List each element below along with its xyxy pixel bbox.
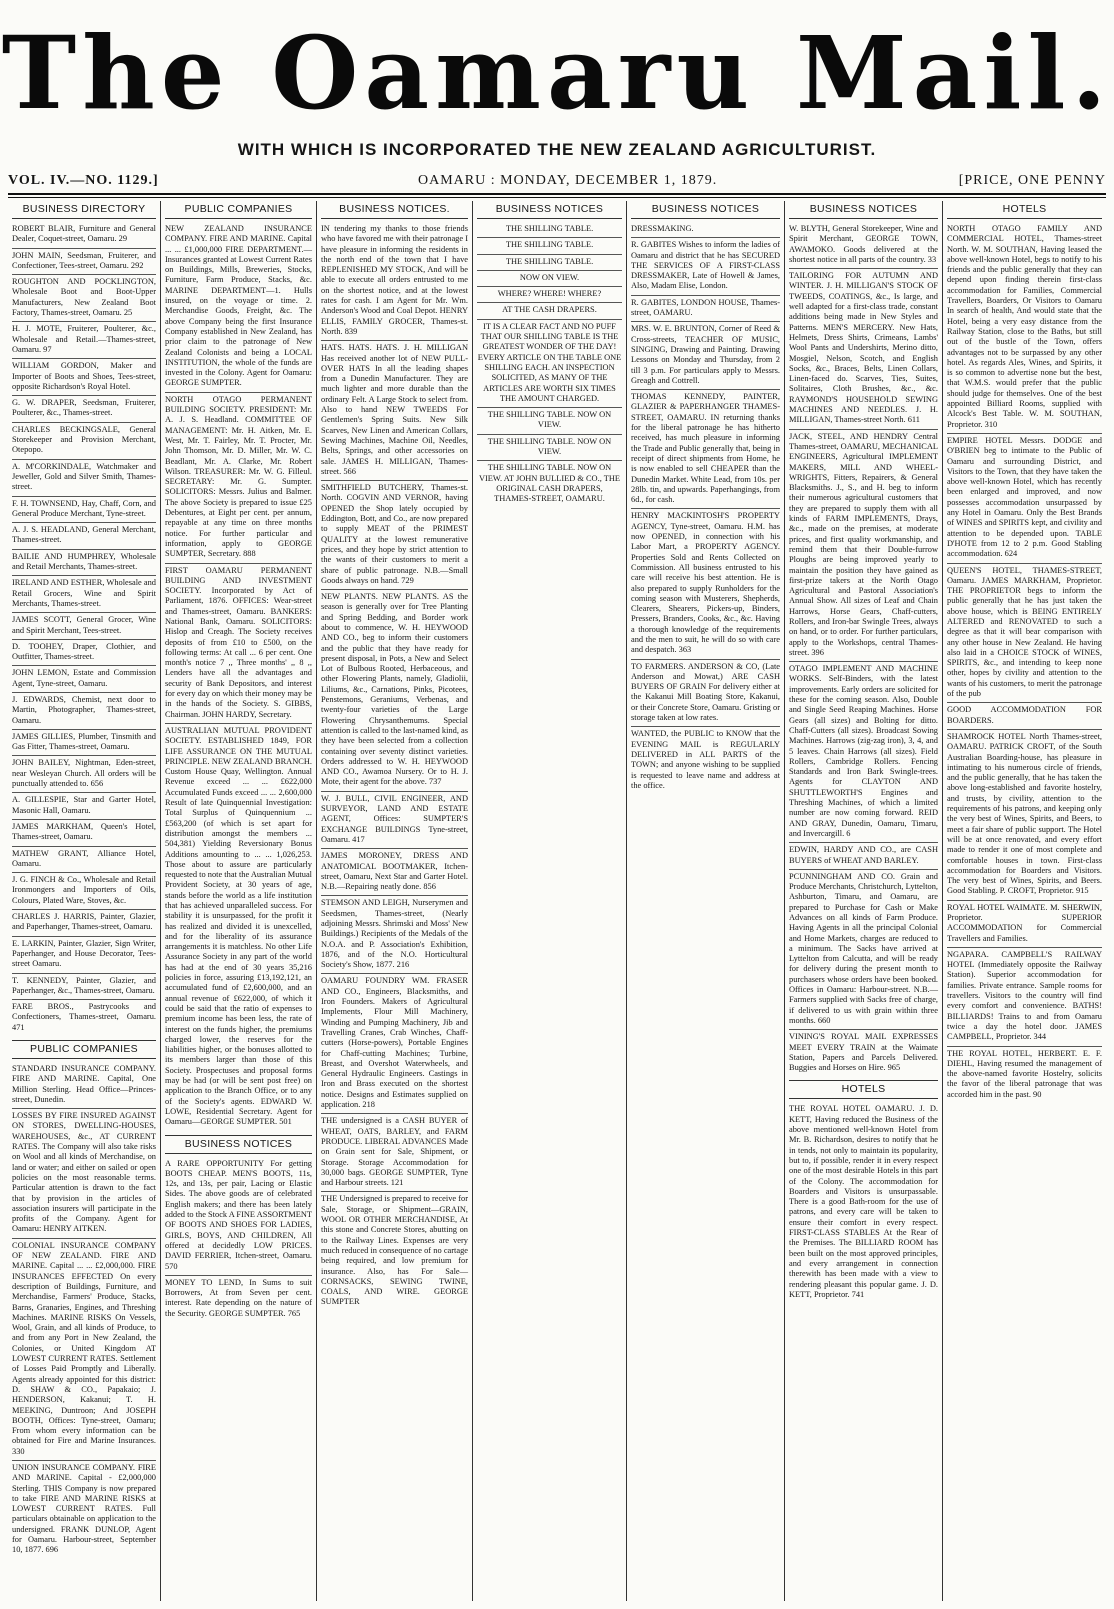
advertisement: STANDARD INSURANCE COMPANY. FIRE AND MARINE. Capital, One Million Sterling. Head Office—Princes-street, Dunedin. bbox=[12, 1062, 156, 1109]
advertisement: IT IS A CLEAR FACT AND NO PUFF THAT OUR SHILLING TABLE IS THE GREATEST WONDER OF THE DAY! EVERY ARTICLE ON THE TABLE ONE SHILLING EACH. AN INSPECTION SOLICITED, AS MANY OF THE ARTICLES ARE WORTH SIX TIMES THE AMOUNT CHARGED. bbox=[477, 320, 622, 408]
advertisement: THE SHILLING TABLE. bbox=[477, 238, 622, 254]
advertisement: H. J. MOTE, Fruiterer, Poulterer, &c., Wholesale and Retail.—Thames-street, Oamaru. 97 bbox=[12, 322, 156, 359]
advertisement: IRELAND AND ESTHER, Wholesale and Retail Grocers, Wine and Spirit Merchants, Thames-street. bbox=[12, 576, 156, 613]
ad-list bbox=[789, 1102, 938, 1303]
advertisement: ROBERT BLAIR, Furniture and General Dealer, Coquet-street, Oamaru. 29 bbox=[12, 222, 156, 249]
advertisement: MRS. W. E. BRUNTON, Corner of Reed & Cross-streets, TEACHER OF MUSIC, SINGING, Drawing and Painting. Drawing Lessons on Monday and Thursday, from 2 till 3 p.m. For particulars apply to Messrs. Greagh and Cottrell. bbox=[631, 322, 780, 390]
advertisement: OAMARU FOUNDRY WM. FRASER AND CO., Engineers, Blacksmiths, and Iron Founders. Makers of Agricultural Implements, Flour Mill Machinery, Winding and Pumping Machinery, Jib and Travelling Cranes, Crab Winches, Chaff-cutters (Horse-powers), Portable Engines for Chaff-cutting Machines; Turbine, Breast, and Overshot Waterwheels, and General Hydraulic Engineers. Castings in Iron and Brass executed on the shortest notice. Designs and Estimates supplied on application. 218 bbox=[321, 974, 468, 1114]
advertisement: NORTH OTAGO PERMANENT BUILDING SOCIETY. PRESIDENT: Mr. A. J. S. Headland. COMMITTEE OF MANAGEMENT: Mr. H. Aitken, Mr. E. West, Mr. T. Fairley, Mr. T. Procter, Mr. John Thomson, Mr. D. Miller, Mr. W. C. Beadlant, Mr. A. Clarke, Mr. Robert Wilson. TREASURER: Mr. W. G. Filleul. SECRETARY: Mr. G. Sumpter. SOLICITORS: Messrs. Julius and Balmer. The above Society is prepared to issue £25 Debentures, at Eight per cent. per annum, repayable at any time on three months notice. For further particular and information, apply to GEORGE SUMPTER, Secretary. 888 bbox=[165, 393, 312, 564]
dateline bbox=[8, 173, 1106, 193]
advertisement: A RARE OPPORTUNITY For getting BOOTS CHEAP. MEN'S BOOTS, 11s, 12s, and 13s, per pair, Lacing or Elastic Sides. The above goods are of celebrated English makers; and there has been lately added to the Stock A FINE ASSORTMENT OF BOOTS AND SHOES FOR LADIES, GIRLS, BOYS, AND CHILDREN, All offered at decidedly LOW PRICES. DAVID FERRIER, Itchen-street, Oamaru. 570 bbox=[165, 1157, 312, 1276]
advertisement: THE SHILLING TABLE. NOW ON VIEW. bbox=[477, 408, 622, 435]
advertisement: IN tendering my thanks to those friends who have favored me with their patronage I have pleasure in informing the residents in the north end of the town that I have REPLENISHED MY STOCK, And will be able to execute all orders entrusted to me on the shortest notice, and at the lowest rates for cash. I am Agent for Mr. Wm. Anderson's Wood and Coal Depot. HENRY ELLIS, FAMILY GROCER, Thames-st. North. 839 bbox=[321, 222, 468, 341]
advertisement: DRESSMAKING. bbox=[631, 222, 780, 238]
advertisement: EMPIRE HOTEL Messrs. DODGE and O'BRIEN beg to intimate to the Public of Oamaru and surrounding District, and Visitors to the Town, that they have taken the above well-known Hotel, which has recently been enlarged and improved, and now possesses accommodation unsurpassed by any Hotel in Oamaru. Only the Best Brands of WINES and SPIRITS kept, and civility and attention to be depended upon. TABLE D'HOTE from 12 to 2 p.m. Good Stabling accommodation. 624 bbox=[947, 434, 1102, 564]
advertisement: VINING'S ROYAL MAIL EXPRESSES MEET EVERY TRAIN at the Waimate Station, Papers and Parcels Delivered. Buggies and Horses on Hire. 965 bbox=[789, 1032, 938, 1073]
column-heading: BUSINESS NOTICES bbox=[477, 201, 622, 219]
advertisement: JAMES GILLIES, Plumber, Tinsmith and Gas Fitter, Thames-street, Oamaru. bbox=[12, 730, 156, 757]
advertisement: AT THE CASH DRAPERS. bbox=[477, 303, 622, 319]
advertisement: TO FARMERS. ANDERSON & CO, (Late Anderson and Mowat,) ARE CASH BUYERS OF GRAIN For delivery either at the Kakanui Mill Boating Store, Kakanui, or their Concrete Store, Oamaru. Gristing or storage taken at low rates. bbox=[631, 660, 780, 728]
advertisement: THE SHILLING TABLE. bbox=[477, 222, 622, 238]
ad-list bbox=[321, 222, 468, 1311]
column-7 bbox=[942, 201, 1106, 1601]
advertisement: G. W. DRAPER, Seedsman, Fruiterer, Poulterer, &c., Thames-street. bbox=[12, 396, 156, 423]
column-heading: BUSINESS NOTICES bbox=[631, 201, 780, 219]
column-subheading: HOTELS bbox=[789, 1080, 938, 1099]
ad-list bbox=[947, 222, 1102, 1103]
issue-date: OAMARU : MONDAY, DECEMBER 1, 1879. bbox=[418, 173, 718, 188]
masthead-subtitle: WITH WHICH IS INCORPORATED THE NEW ZEALAND AGRICULTURIST. bbox=[237, 140, 877, 159]
column-heading: HOTELS bbox=[947, 201, 1102, 219]
advertisement: JAMES SCOTT, General Grocer, Wine and Spirit Merchant, Tees-street. bbox=[12, 613, 156, 640]
advertisement: BAILIE AND HUMPHREY, Wholesale and Retail Merchants, Thames-street. bbox=[12, 550, 156, 577]
advertisement: JACK, STEEL, AND HENDRY Central Thames-street, OAMARU, MECHANICAL ENGINEERS, Agricultural IMPLEMENT MAKERS, MILL AND WHEEL-WRIGHTS, Fitters, Repairers, & General Blacksmiths. J., S., and H. beg to inform their numerous agricultural customers that they are prepared to supply them with all kinds of FARM IMPLEMENTS, Drays, &c., made on the premises, at moderate prices, and first quality workmanship, and remind them that their Double-furrow Ploughs are being improved yearly to maintain the position they have gained as first-prize takers at the North Otago Agricultural and Pastoral Association's Annual Show. All sizes of Leaf and Chain Harrows, Horse Gears, Chaff-cutters, Rollers, and Iron-bar Swingle Trees, always on hand, or to order. For further particulars, apply to the Workshops, central Thames-street. 396 bbox=[789, 430, 938, 663]
ad-list bbox=[165, 1157, 312, 1322]
advertisement: W. BLYTH, General Storekeeper, Wine and Spirit Merchant, GEORGE TOWN, AWAMOKO. Goods delivered at the shortest notice in all parts of the country. 33 bbox=[789, 222, 938, 269]
advertisement: WHERE? WHERE! WHERE? bbox=[477, 287, 622, 303]
column-subheading: PUBLIC COMPANIES bbox=[12, 1040, 156, 1059]
advertisement: WANTED, the PUBLIC to KNOW that the EVENING MAIL is REGULARLY DELIVERED in ALL PARTS of the TOWN; and anyone wishing to be supplied is requested to leave name and address at the office. bbox=[631, 729, 780, 790]
advertisement: FIRST OAMARU PERMANENT BUILDING AND INVESTMENT SOCIETY. Incorporated by Act of Parliament, 1876. OFFICES: Wear-street and Thames-street, Oamaru. BANKERS: National Bank, Oamaru. SOLICITORS: Hislop and Creagh. The Society receives deposits of from £10 to £500, on the following terms: At call ... 6 per cent. One month's notice 7 ,, Three months' ,, 8 ,, Lenders have all the advantages and security of Bank Depositors, and interest for every day on which their money may be in the hands of the Society. S. GIBBS, Chairman. JOHN HARDY, Secretary. bbox=[165, 564, 312, 724]
advertisement: HENRY MACKINTOSH'S PROPERTY AGENCY, Tyne-street, Oamaru. H.M. has now OPENED, in connection with his Labor Mart, a PROPERTY AGENCY. Properties Sold and Rents Collected on Commission. All business entrusted to his care will receive his best attention. He is also prepared to supply Runholders for the coming season with Musterers, Shepherds, Clearers, Shearers, Pickers-up, Binders, Pressers, Branders, Cooks, &c., &c. Having a thorough knowledge of the requirements and the men to suit, he will do so with care and despatch. 363 bbox=[631, 509, 780, 659]
column-3 bbox=[316, 201, 472, 1601]
advertisement: T. KENNEDY, Painter, Glazier, and Paperhanger, &c., Thames-street, Oamaru. bbox=[12, 974, 156, 1001]
advertisement: THE SHILLING TABLE. NOW ON VIEW. bbox=[477, 435, 622, 462]
ad-list bbox=[12, 222, 156, 1036]
column-subheading: BUSINESS NOTICES bbox=[165, 1135, 312, 1154]
column-5 bbox=[626, 201, 784, 1601]
advertisement: AUSTRALIAN MUTUAL PROVIDENT SOCIETY. ESTABLISHED 1849, FOR LIFE ASSURANCE ON THE MUTUAL PRINCIPLE. NEW ZEALAND BRANCH. Custom House Quay, Wellington. Annual Revenue exceed ... ... £622,000 Accumulated Funds exceed ... ... 2,600,000 Result of late Quinquennial Investigation: Total Surplus of Quinquennium ... £563,200 (of which is set apart for distribution amongst the members ... 504,381) Yielding Reversionary Bonus Additions amounting to ... ... 1,026,253. Those about to assure are particularly requested to note that the Australian Mutual Provident Society, at 30 years of age, stands before the world as a life institution that has achieved unparalleled success. For stability it is unsurpassed, for the profit it has realized and divided it is unexcelled, and for the liberality of its assurance arrangements it is matchless. No other Life Assurance Society in any part of the world has had at the end of 30 years 35,216 policies in force, assuring £13,192,121, an accumulated fund of £2,600,000, and an annual revenue of £622,000, of which it could be said that the ratio of expenses to premium income has been less, the rate of interest on the funds higher, the premiums charged lower, the reserves for the liabilities higher, or the bonuses allotted to its members larger than those of this Society. Prospectuses and proposal forms may be had (or will be sent post free) on application to the Branch Office, or to any of the Society's agents. EDWARD W. LOWE, Residential Secretary. Agent for Oamaru—GEORGE SUMPTER. 501 bbox=[165, 725, 312, 1127]
advertisement: FARE BROS., Pastrycooks and Confectioners, Thames-street, Oamaru. 471 bbox=[12, 1002, 156, 1032]
ad-list bbox=[165, 222, 312, 1131]
advertisement: PCUNNINGHAM AND CO. Grain and Produce Merchants, Christchurch, Lyttelton, Ashburton, Timaru, and Oamaru, are prepared to Purchase for Cash or Make Advances on all kinds of Farm Produce. Having Agents in all the principal Colonial and Home Markets, charges are reduced to a minimum. The Sacks have arrived at Lyttelton from Calcutta, and will be ready for delivery during the present month to purchasers whose orders have been booked. Offices in Oamaru: Harbour-street. N.B.—Farmers supplied with Sacks free of charge, if delivered to us with grain within three months. 660 bbox=[789, 870, 938, 1030]
header-rule-thin bbox=[8, 197, 1106, 198]
header-rule-thick bbox=[8, 193, 1106, 195]
ad-list bbox=[789, 222, 938, 1076]
advertisement: NORTH OTAGO FAMILY AND COMMERCIAL HOTEL, Thames-street North. W. M. SOUTHAN, Having leased the above well-known Hotel, begs to notify to his friends and the public generally that they can depend upon finding therein first-class accommodation for Families, Commercial Travellers, Boarders, Or Visitors to Oamaru In search of health, And would state that the Hotel, being a very easy distance from the Railway Station, close to the Baths, but still out of the bustle of the Town, offers advantages not to be surpassed by any other hotel. As regards Ales, Wines, and Spirits, it is so common to advertise none but the best, that W.M.S. would prefer that the public should judge for themselves. One of the best appointed Billiard Rooms, supplied with Alcock's Best Table. W. M. SOUTHAN, Proprietor. 310 bbox=[947, 222, 1102, 434]
ad-list bbox=[12, 1062, 156, 1559]
column-heading: PUBLIC COMPANIES bbox=[165, 201, 312, 219]
newspaper-columns bbox=[8, 201, 1106, 1601]
advertisement: HATS. HATS. HATS. J. H. MILLIGAN Has received another lot of NEW PULL-OVER HATS In all the leading shapes from a Dunedin Manufacturer. They are much lighter and more durable than the ordinary Felt. A Large Stock to select from. Also to hand NEW TWEEDS For Gentlemen's Spring Suits. New Silk Scarves, New Linen and American Collars, Sewing Machines, Machine Oil, Needles, Belts, Springs, and other accessories on sale. JAMES H. MILLIGAN, Thames-street. 566 bbox=[321, 341, 468, 481]
advertisement: WILLIAM GORDON, Maker and Importer of Boots and Shoes, Tees-street, opposite Richardson's Royal Hotel. bbox=[12, 359, 156, 396]
advertisement: TAILORING FOR AUTUMN AND WINTER. J. H. MILLIGAN'S STOCK OF TWEEDS, COATINGS, &c., Is large, and well adapted for a first-class trade, constant additions being made in New Styles and Patterns. MEN'S MERCERY. New Hats, Helmets, Dress Shirts, Crimeans, Lambs' Wool Pants and Undershirts, Merino ditto, Mosgiel, Nelson, Scotch, and English Socks, &c., Braces, Belts, Linen Collars, Linen-faced do. Scarves, Ties, Suites, Solitaires, Cloth Brushes, &c., &c. RAYMOND'S HOUSEHOLD SEWING MACHINES AND NEEDLES. J. H. MILLIGAN, Thames-street North. 611 bbox=[789, 269, 938, 429]
column-heading: BUSINESS NOTICES bbox=[789, 201, 938, 219]
advertisement: NEW PLANTS. NEW PLANTS. AS the season is generally over for Tree Planting and Spring Bedding, and Border work about to commence, W. H. HEYWOOD AND CO., beg to inform their customers and the public that they have ready for present disposal, in Pots, a New and Select Lot of Bulbous Rooted, Herbaceous, and other Flowering Plants, namely, Gladiolii, Liliums, &c., Carnations, Pinks, Picotees, Penstemons, Geraniums, Verbenas, and twenty-four varieties of the Large Flowering Chrysanthemums. Special attention is called to the last-named kind, as they have been selected from a collection containing over seventy distinct varieties. Orders addressed to W. H. HEYWOOD AND CO., Awamoa Nursery. Or to H. J. Mote, their agent for the above. 737 bbox=[321, 590, 468, 792]
advertisement: STEMSON AND LEIGH, Nurserymen and Seedsmen, Thames-street, (Nearly adjoining Messrs. Shrimski and Moss' New Buildings.) Recipients of the Medals of the N.O.A. and P. Association's Exhibition, 1876, and of the N.O. Horticultural Society's Show, 1877. 216 bbox=[321, 896, 468, 974]
masthead-title: The Oamaru Mail. bbox=[1, 14, 1113, 132]
advertisement: JOHN MAIN, Seedsman, Fruiterer, and Confectioner, Tees-street, Oamaru. 292 bbox=[12, 249, 156, 276]
advertisement: A. J. S. HEADLAND, General Merchant, Thames-street. bbox=[12, 523, 156, 550]
advertisement: GOOD ACCOMMODATION FOR BOARDERS. bbox=[947, 703, 1102, 730]
advertisement: THOMAS KENNEDY, PAINTER, GLAZIER & PAPERHANGER THAMES-STREET, OAMARU. IN returning thanks for the liberal patronage he has hitherto received, has much pleasure in informing the Trade and Public generally that, being in receipt of direct shipments from Home, he is now enabled to sell CHEAPER than the Dunedin Market. White Lead, from 10s. per 28lb. tin, and upwards. Paperhangings, from 6d., for cash. bbox=[631, 390, 780, 509]
ad-list bbox=[631, 222, 780, 794]
advertisement: THE SHILLING TABLE. bbox=[477, 255, 622, 271]
advertisement: THE SHILLING TABLE. NOW ON VIEW. AT JOHN BULLIED & CO., THE ORIGINAL CASH DRAPERS, THAMES-STREET, OAMARU. bbox=[478, 463, 621, 504]
column-2 bbox=[160, 201, 316, 1601]
advertisement: QUEEN'S HOTEL, THAMES-STREET, Oamaru. JAMES MARKHAM, Proprietor. THE PROPRIETOR begs to inform the public generally that he has just taken the above house, which is BEING ENTIRELY ALTERED and RENOVATED to such a degree as that it will bear comparison with any other house in New Zealand. He having also laid in a CHOICE STOCK of WINES, SPIRITS, &c., and intending to keep none other, hopes by civility and attention to the wants of his customers, to merit the patronage of the pub bbox=[947, 564, 1102, 704]
advertisement: NOW ON VIEW. bbox=[477, 271, 622, 287]
advertisement: SHAMROCK HOTEL North Thames-street, OAMARU. PATRICK CROFT, of the South Australian Boarding-house, has pleasure in intimating to his numerous circle of friends, and the public generally, that he has taken the above long-established and favorite hostelry, and trusts, by civility, attention to the requirements of his patrons, and keeping only the very best of Wines, Spirits, and Beers, to meet a fair share of public support. The Hotel will be at once renovated, and every effort made to render it one of most complete and comfortable houses in town. First-class accommodation for Boarders and Visitors. The very best of Wines, Spirits, and Beers. Good Stabling. P. CROFT, Proprietor. 915 bbox=[947, 730, 1102, 901]
volume-number: VOL. IV.—NO. 1129.] bbox=[8, 173, 159, 188]
column-6 bbox=[784, 201, 942, 1601]
advertisement: NEW ZEALAND INSURANCE COMPANY. FIRE AND MARINE. Capital ... ... £1,000,000 FIRE DEPARTMENT.—Insurances granted at Lowest Current Rates on Buildings, Mills, Breweries, Stocks, Furniture, Farm Produce, Stacks, &c. MARINE DEPARTMENT—1. Hulls insured, on the voyage or time. 2. Merchandise Goods, Freight, &c. The above Company being the first Insurance Company established in New Zealand, has prior claim to the patronage of New Zealand Colonists and being a LOCAL INSTITUTION, the whole of the funds are invested in the Colony. Agent for Oamaru: GEORGE SUMPTER. bbox=[165, 222, 312, 393]
advertisement: CHARLES J. HARRIS, Painter, Glazier, and Paperhanger, Thames-street, Oamaru. bbox=[12, 910, 156, 937]
advertisement: CHARLES BECKINGSALE, General Storekeeper and Provision Merchant, Otepopo. bbox=[12, 423, 156, 460]
advertisement: JAMES MORONEY, DRESS AND ANATOMICAL BOOTMAKER, Itchen-street, Oamaru, Next Star and Garter Hotel. N.B.—Repairing neatly done. 856 bbox=[321, 849, 468, 896]
column-heading: BUSINESS DIRECTORY bbox=[12, 201, 156, 219]
advertisement: ROYAL HOTEL WAIMATE. M. SHERWIN, Proprietor. SUPERIOR ACCOMMODATION for Commercial Travellers and Families. bbox=[947, 901, 1102, 948]
advertisement: COLONIAL INSURANCE COMPANY OF NEW ZEALAND. FIRE AND MARINE. Capital ... ... £2,000,000. FIRE INSURANCES EFFECTED On every description of Buildings, Furniture, and Merchandise, Farmers' Produce, Stacks, Barns, Granaries, Engines, and Threshing Machines. MARINE RISKS On Vessels, Wool, Grain, and all kinds of Produce, to and from any Port in New Zealand, the Colonies, or United Kingdom AT LOWEST CURRENT RATES. Settlement of Losses Paid Promptly and Liberally. Agents already appointed for this district: D. SHAW & CO., Papakaio; J. HENDERSON, Kakanui; T. H. MEEKING, Duntroon; And JOSEPH BOOTH, Offices: Tyne-street, Oamaru; From whom every information can be obtained for Fire and Marine Insurances. 330 bbox=[12, 1239, 156, 1461]
advertisement: JOHN BAILEY, Nightman, Eden-street, near Wesleyan Church. All orders will be punctually attended to. 656 bbox=[12, 756, 156, 793]
advertisement: THE Undersigned is prepared to receive for Sale, Storage, or Shipment—GRAIN, WOOL OR OTHER MERCHANDISE, At this stone and Concrete Stores, abutting on to the Railway Lines. Expenses are very much reduced in consequence of no cartage being required, and low premium for insurance. Also, has For Sale—CORNSACKS, SEWING TWINE, COALS, AND WIRE. GEORGE SUMPTER bbox=[321, 1194, 468, 1307]
issue-price: [PRICE, ONE PENNY bbox=[958, 173, 1106, 188]
advertisement: F. H. TOWNSEND, Hay, Chaff, Corn, and General Produce Merchant, Tyne-street. bbox=[12, 497, 156, 524]
advertisement: THE ROYAL HOTEL OAMARU. J. D. KETT, Having reduced the Business of the above mentioned well-known Hotel from Mr. B. Richardson, desires to notify that he in tends, not only to maintain its popularity, but to, if possible, render it in every respect one of the most desirable Hotels in this part of the Colony. The accommodation for Boarders and Visitors is unsurpassable. There is a good Bath-room for the use of patrons, and every care will be taken to ensure their comfort in every respect. FIRST-CLASS STABLES At the Rear of the Premises. The BILLIARD ROOM has been built on the most approved principles, and every arrangement in connection therewith has been made with a view to rendering pleasant this popular game. J. D. KETT, Proprietor. 741 bbox=[789, 1104, 938, 1299]
advertisement: SMITHFIELD BUTCHERY, Thames-st. North. COGVIN AND VERNOR, having OPENED the Shop lately occupied by Eddington, Bott, and Co., are now prepared to supply MEAT of the PRIMEST QUALITY at the lowest remunerative prices, and they hope by strict attention to the wants of their customers to merit a share of public patronage. N.B.—Small Goods always on hand. 729 bbox=[321, 481, 468, 590]
advertisement: UNION INSURANCE COMPANY. FIRE AND MARINE. Capital - £2,000,000 Sterling. THIS Company is now prepared to take FIRE AND MARINE RISKS at LOWEST CURRENT RATES. Full particulars obtainable on application to the undersigned. FRANK DUNLOP, Agent for Oamaru. Harbour-street, September 10, 1877. 696 bbox=[12, 1462, 156, 1555]
column-4 bbox=[472, 201, 626, 1601]
advertisement: A. M'CORKINDALE, Watchmaker and Jeweller, Gold and Silver Smith, Thames-street. bbox=[12, 460, 156, 497]
advertisement: JAMES MARKHAM, Queen's Hotel, Thames-street, Oamaru. bbox=[12, 820, 156, 847]
advertisement: R. GABITES Wishes to inform the ladies of Oamaru and district that he has SECURED THE SERVICES OF A FIRST-CLASS DRESSMAKER, Late of Howell & James, Also, Madam Elise, London. bbox=[631, 238, 780, 295]
advertisement: MONEY TO LEND, In Sums to suit Borrowers, At from Seven per cent. interest. Rate depending on the nature of the Security. GEORGE SUMPTER. 765 bbox=[165, 1277, 312, 1318]
advertisement: JOHN LEMON, Estate and Commission Agent, Tyne-street, Oamaru. bbox=[12, 666, 156, 693]
advertisement: J. G. FINCH & Co., Wholesale and Retail Ironmongers and Importers of Oils, Colours, Plated Ware, Stoves, &c. bbox=[12, 873, 156, 910]
advertisement: R. GABITES, LONDON HOUSE, Thames-street, OAMARU. bbox=[631, 296, 780, 323]
advertisement: OTAGO IMPLEMENT AND MACHINE WORKS. Self-Binders, with the latest improvements. Early orders are solicited for these for the coming season. Also, Double and Single Seed Reaping Machines. Horse Gears (all sizes) and Bolting for ditto. Chaff-Cutters (all sizes). Broadcast Sowing Machines. Harrows (zig-zag iron), 3, 4, and 5 leaves. Chain Harrows (all sizes). Field Rollers, Cambridge Rollers. Fencing Standards and Iron Bark Swingle-trees. Agents for CLAYTON AND SHUTTLEWORTH'S Engines and Threshing Machines, of which a limited number are now coming forward. REID AND GRAY, Dunedin, Oamaru, Timaru, and Invercargill. 6 bbox=[789, 662, 938, 843]
column-heading: BUSINESS NOTICES. bbox=[321, 201, 468, 219]
advertisement: THE ROYAL HOTEL, HERBERT. E. F. DIEHL, Having resumed the management of the above-named favorite Hostelry, solicits the favor of the liberal patronage that was accorded him in the past. 90 bbox=[947, 1048, 1102, 1099]
advertisement: A. GILLESPIE, Star and Garter Hotel, Masonic Hall, Oamaru. bbox=[12, 793, 156, 820]
advertisement: E. LARKIN, Painter, Glazier, Sign Writer, Paperhanger, and House Decorator, Tees-street Oamaru. bbox=[12, 937, 156, 974]
advertisement: D. TOOHEY, Draper, Clothier, and Outfitter, Thames-street. bbox=[12, 640, 156, 667]
advertisement: NGAPARA. CAMPBELL'S RAILWAY HOTEL (Immediately opposite the Railway Station). Superior accommodation for families. Private entrance. Sample rooms for travellers. Visitors to the country will find every comfort and convenience. BATHS! BILLIARDS! Trains to and from Oamaru twice a day the hotel door. JAMES CAMPBELL, Proprietor. 344 bbox=[947, 948, 1102, 1047]
advertisement: MATHEW GRANT, Alliance Hotel, Oamaru. bbox=[12, 847, 156, 874]
advertisement: LOSSES BY FIRE INSURED AGAINST ON STORES, DWELLING-HOUSES, WAREHOUSES, &c., AT CURRENT RATES. The Company will also take risks on Wool and all kinds of Merchandise, on land or water; and either on sailed or open policies on the most reasonable terms. Particular attention is drawn to the fact that by provision in the articles of association insurers will participate in the profits of the Company. Agent for Oamaru: HENRY AITKEN. bbox=[12, 1109, 156, 1239]
advertisement: ROUGHTON AND POCKLINGTON, Wholesale Boot and Boot-Upper Manufacturers, New Zealand Boot Factory, Thames-street, Oamaru. 25 bbox=[12, 275, 156, 322]
advertisement: EDWIN, HARDY AND CO., are CASH BUYERS of WHEAT AND BARLEY. bbox=[789, 843, 938, 870]
advertisement: J. EDWARDS, Chemist, next door to Martin, Photographer, Thames-street, Oamaru. bbox=[12, 693, 156, 730]
column-1 bbox=[8, 201, 160, 1601]
ad-list bbox=[477, 222, 622, 508]
advertisement: THE undersigned is a CASH BUYER of WHEAT, OATS, BARLEY, and FARM PRODUCE. LIBERAL ADVANCES Made on Grain sent for Sale, Shipment, or Storage. Storage Accommodation for 30,000 bags. GEORGE SUMPTER, Tyne and Harbour streets. 121 bbox=[321, 1114, 468, 1192]
advertisement: W. J. BULL, CIVIL ENGINEER, AND SURVEYOR, LAND AND ESTATE AGENT, Offices: SUMPTER'S EXCHANGE BUILDINGS Tyne-street, Oamaru. 417 bbox=[321, 792, 468, 849]
